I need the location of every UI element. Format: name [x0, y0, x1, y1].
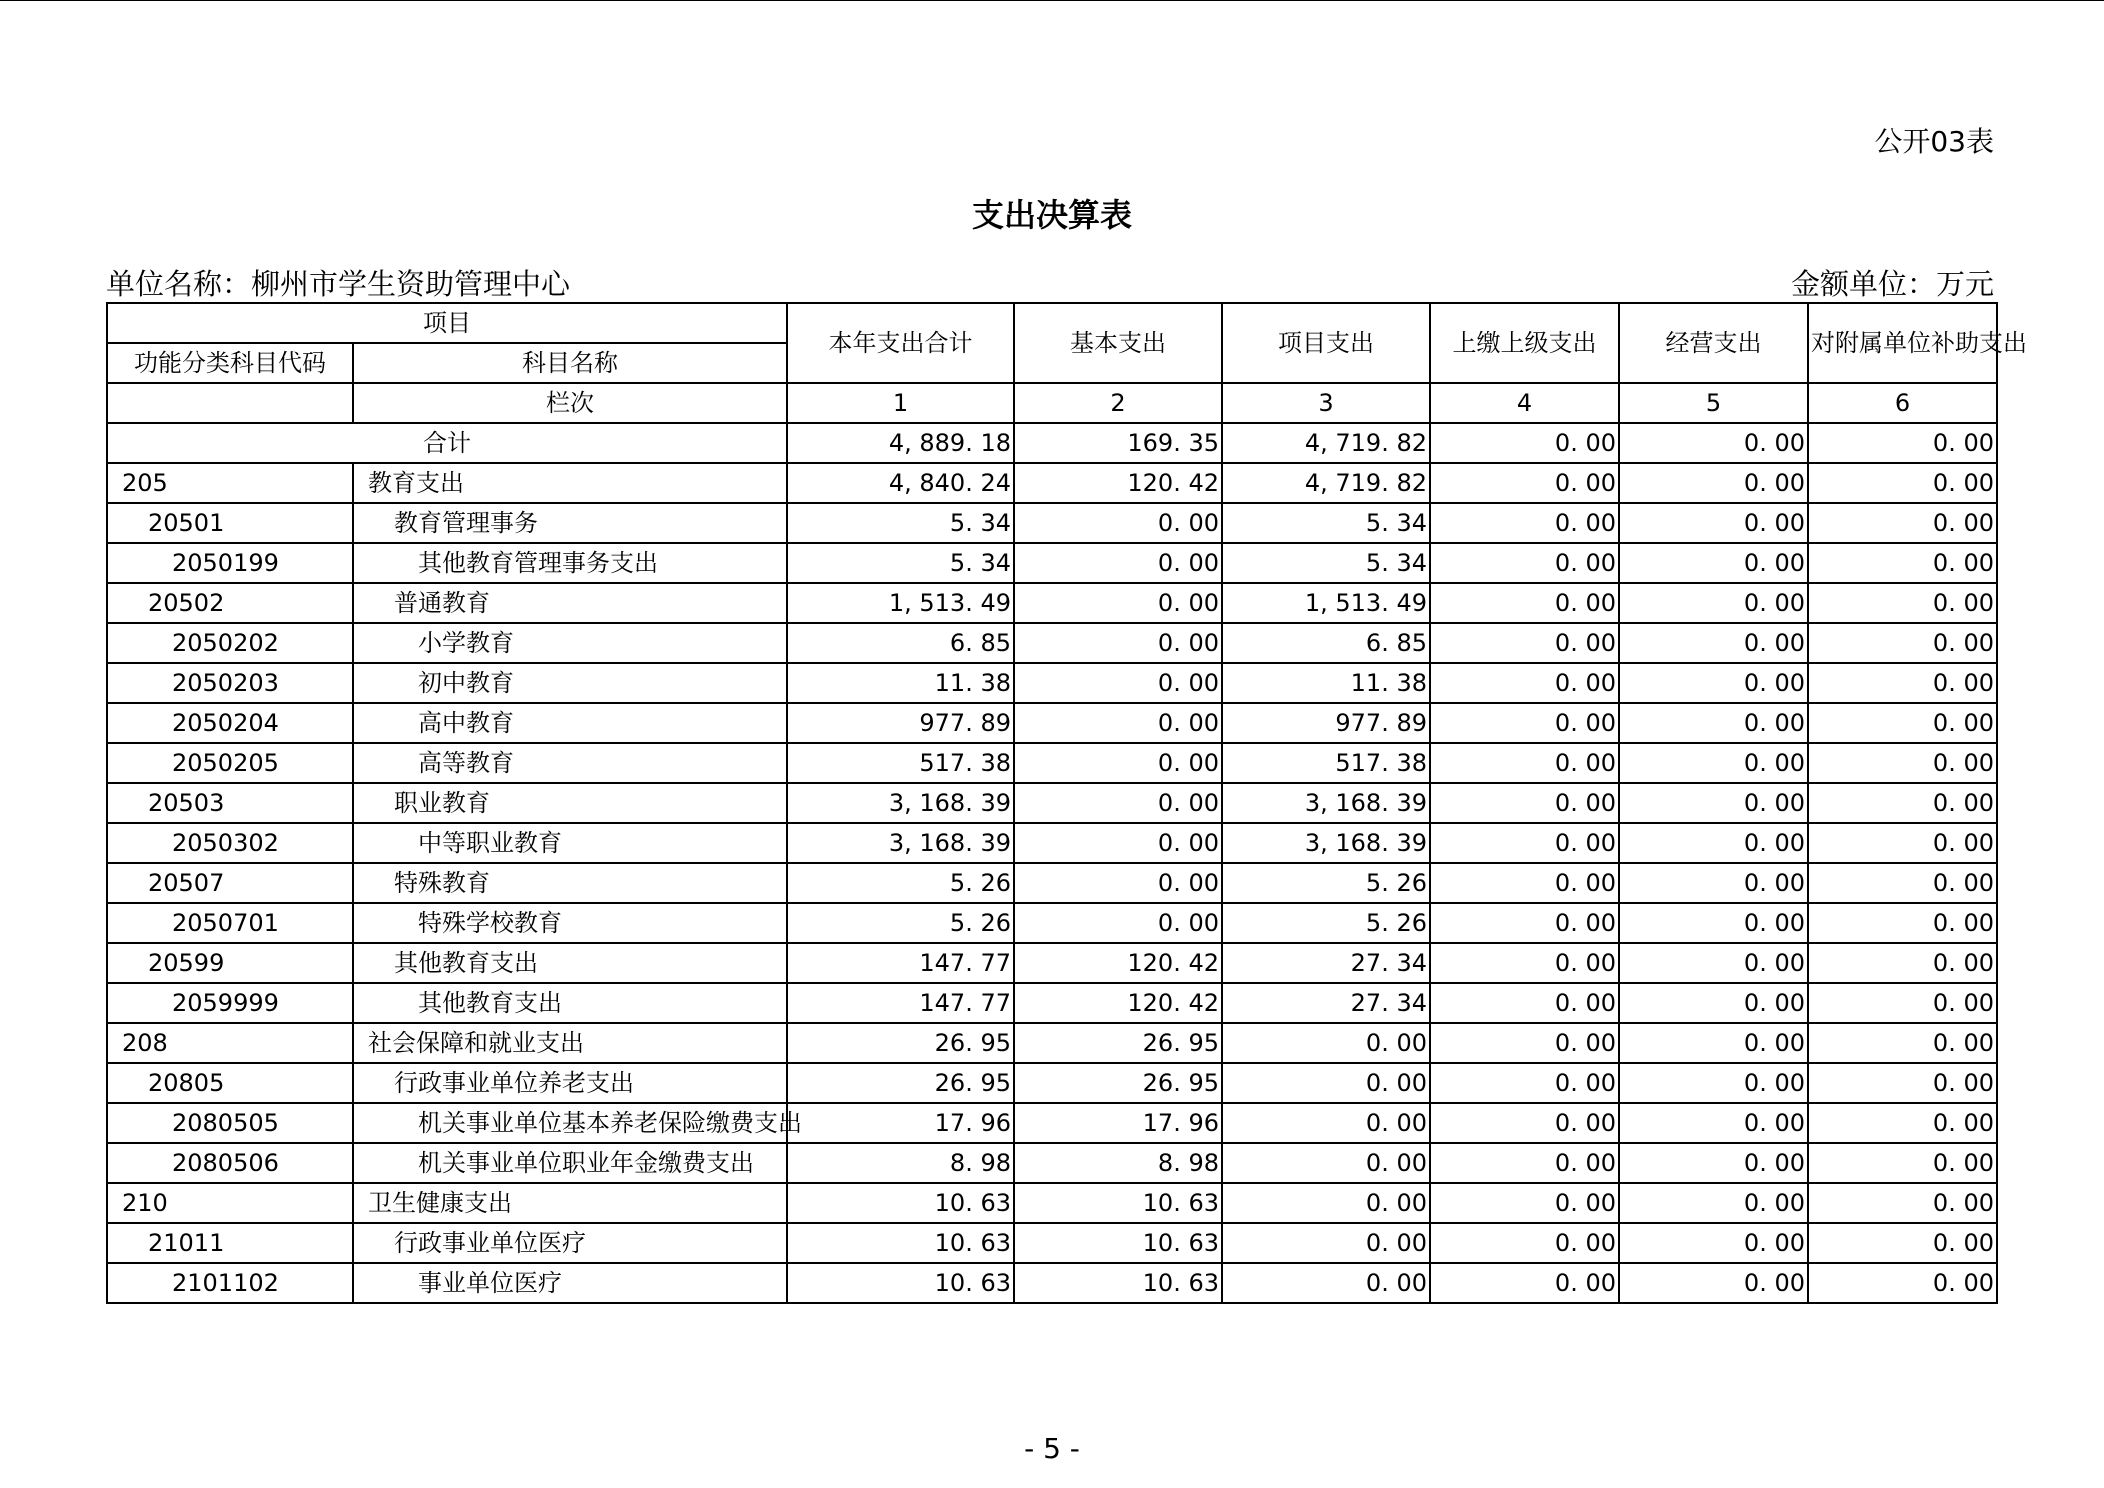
row-value: 0. 00 [1808, 903, 1997, 943]
row-name: 中等职业教育 [353, 823, 787, 863]
row-value: 0. 00 [1619, 1143, 1808, 1183]
row-code: 205 [107, 463, 353, 503]
row-value: 0. 00 [1808, 623, 1997, 663]
row-value: 0. 00 [1430, 943, 1619, 983]
table-row [107, 1143, 1997, 1183]
row-value: 0. 00 [1014, 703, 1222, 743]
row-name: 教育管理事务 [353, 503, 787, 543]
row-value: 0. 00 [1430, 503, 1619, 543]
header-row-3 [107, 383, 1997, 423]
row-code: 2050204 [107, 703, 353, 743]
page-number: - 5 - [1024, 1432, 1080, 1465]
table-row [107, 983, 1997, 1023]
row-value: 0. 00 [1222, 1103, 1430, 1143]
row-value: 10. 63 [787, 1223, 1014, 1263]
row-code: 2080506 [107, 1143, 353, 1183]
row-code: 21011 [107, 1223, 353, 1263]
header-name: 科目名称 [353, 343, 787, 383]
row-value: 0. 00 [1619, 863, 1808, 903]
row-code: 20503 [107, 783, 353, 823]
row-value: 0. 00 [1222, 1223, 1430, 1263]
header-item: 项目 [107, 303, 787, 343]
table-row [107, 623, 1997, 663]
row-value: 0. 00 [1619, 983, 1808, 1023]
total-value: 4, 889. 18 [787, 423, 1014, 463]
row-value: 0. 00 [1222, 1023, 1430, 1063]
row-code: 208 [107, 1023, 353, 1063]
row-value: 0. 00 [1619, 903, 1808, 943]
row-value: 5. 34 [787, 503, 1014, 543]
row-value: 0. 00 [1430, 1223, 1619, 1263]
header-col-num: 6 [1808, 383, 1997, 423]
row-code: 20805 [107, 1063, 353, 1103]
row-code: 2101102 [107, 1263, 353, 1303]
row-value: 0. 00 [1014, 743, 1222, 783]
row-value: 977. 89 [1222, 703, 1430, 743]
row-value: 0. 00 [1619, 1023, 1808, 1063]
row-code: 2050199 [107, 543, 353, 583]
row-value: 0. 00 [1808, 783, 1997, 823]
row-value: 0. 00 [1430, 583, 1619, 623]
table-row [107, 1223, 1997, 1263]
row-value: 0. 00 [1619, 583, 1808, 623]
row-value: 0. 00 [1808, 463, 1997, 503]
row-value: 6. 85 [1222, 623, 1430, 663]
row-value: 5. 26 [787, 863, 1014, 903]
row-name: 普通教育 [353, 583, 787, 623]
table-row [107, 1063, 1997, 1103]
row-value: 0. 00 [1619, 623, 1808, 663]
row-value: 10. 63 [1014, 1223, 1222, 1263]
row-value: 0. 00 [1808, 503, 1997, 543]
total-value: 0. 00 [1430, 423, 1619, 463]
row-value: 0. 00 [1619, 1183, 1808, 1223]
row-value: 0. 00 [1430, 703, 1619, 743]
header-row-1 [107, 303, 1997, 343]
row-value: 0. 00 [1808, 1263, 1997, 1303]
row-value: 0. 00 [1222, 1143, 1430, 1183]
row-name: 机关事业单位职业年金缴费支出 [353, 1143, 787, 1183]
row-value: 0. 00 [1430, 823, 1619, 863]
row-name: 特殊教育 [353, 863, 787, 903]
row-code: 20502 [107, 583, 353, 623]
row-value: 517. 38 [1222, 743, 1430, 783]
row-value: 10. 63 [787, 1263, 1014, 1303]
row-value: 0. 00 [1430, 663, 1619, 703]
row-value: 1, 513. 49 [787, 583, 1014, 623]
header-subsidy: 对附属单位补助支出 [1808, 303, 1997, 383]
row-value: 147. 77 [787, 983, 1014, 1023]
table-row [107, 1023, 1997, 1063]
table-row [107, 583, 1997, 623]
row-value: 0. 00 [1808, 863, 1997, 903]
row-name: 职业教育 [353, 783, 787, 823]
row-value: 0. 00 [1430, 1063, 1619, 1103]
row-value: 120. 42 [1014, 983, 1222, 1023]
row-value: 0. 00 [1808, 823, 1997, 863]
row-value: 0. 00 [1014, 543, 1222, 583]
header-basic: 基本支出 [1014, 303, 1222, 383]
row-value: 0. 00 [1014, 663, 1222, 703]
row-value: 4, 719. 82 [1222, 463, 1430, 503]
row-code: 2059999 [107, 983, 353, 1023]
row-code: 20501 [107, 503, 353, 543]
row-value: 0. 00 [1430, 463, 1619, 503]
table-row [107, 543, 1997, 583]
table-row [107, 1183, 1997, 1223]
table-row [107, 1263, 1997, 1303]
row-value: 3, 168. 39 [1222, 823, 1430, 863]
row-value: 0. 00 [1430, 1103, 1619, 1143]
row-value: 0. 00 [1619, 503, 1808, 543]
row-value: 0. 00 [1014, 903, 1222, 943]
row-value: 26. 95 [787, 1023, 1014, 1063]
row-code: 210 [107, 1183, 353, 1223]
row-value: 0. 00 [1808, 983, 1997, 1023]
unit-name: 单位名称：柳州市学生资助管理中心 [106, 267, 571, 301]
row-value: 17. 96 [787, 1103, 1014, 1143]
row-code: 2050302 [107, 823, 353, 863]
table-row [107, 663, 1997, 703]
header-col-num: 1 [787, 383, 1014, 423]
row-value: 0. 00 [1808, 703, 1997, 743]
table-row [107, 703, 1997, 743]
row-name: 特殊学校教育 [353, 903, 787, 943]
row-value: 0. 00 [1808, 583, 1997, 623]
row-name: 社会保障和就业支出 [353, 1023, 787, 1063]
row-value: 6. 85 [787, 623, 1014, 663]
row-value: 3, 168. 39 [787, 783, 1014, 823]
row-value: 0. 00 [1808, 1143, 1997, 1183]
header-col-num: 3 [1222, 383, 1430, 423]
table-row [107, 1103, 1997, 1143]
row-value: 11. 38 [1222, 663, 1430, 703]
row-name: 高等教育 [353, 743, 787, 783]
row-value: 0. 00 [1619, 1223, 1808, 1263]
header-blank-cell [107, 383, 353, 423]
row-name: 事业单位医疗 [353, 1263, 787, 1303]
row-value: 0. 00 [1619, 823, 1808, 863]
row-value: 0. 00 [1014, 783, 1222, 823]
row-value: 5. 26 [1222, 863, 1430, 903]
row-value: 147. 77 [787, 943, 1014, 983]
row-value: 26. 95 [1014, 1023, 1222, 1063]
row-value: 10. 63 [787, 1183, 1014, 1223]
row-value: 0. 00 [1430, 903, 1619, 943]
row-value: 0. 00 [1808, 1223, 1997, 1263]
header-business: 经营支出 [1619, 303, 1808, 383]
row-value: 27. 34 [1222, 983, 1430, 1023]
row-value: 517. 38 [787, 743, 1014, 783]
row-value: 0. 00 [1619, 543, 1808, 583]
row-value: 0. 00 [1014, 583, 1222, 623]
total-value: 169. 35 [1014, 423, 1222, 463]
row-name: 高中教育 [353, 703, 787, 743]
row-value: 10. 63 [1014, 1183, 1222, 1223]
row-value: 0. 00 [1808, 743, 1997, 783]
row-value: 4, 840. 24 [787, 463, 1014, 503]
row-value: 10. 63 [1014, 1263, 1222, 1303]
row-value: 0. 00 [1619, 783, 1808, 823]
row-value: 0. 00 [1808, 1023, 1997, 1063]
row-value: 27. 34 [1222, 943, 1430, 983]
row-value: 1, 513. 49 [1222, 583, 1430, 623]
header-total: 本年支出合计 [787, 303, 1014, 383]
row-name: 卫生健康支出 [353, 1183, 787, 1223]
expenditure-table [106, 302, 2027, 1304]
row-value: 0. 00 [1430, 1263, 1619, 1303]
row-value: 0. 00 [1619, 1263, 1808, 1303]
row-value: 8. 98 [1014, 1143, 1222, 1183]
row-name: 教育支出 [353, 463, 787, 503]
row-value: 0. 00 [1619, 1103, 1808, 1143]
row-value: 17. 96 [1014, 1103, 1222, 1143]
row-name: 其他教育支出 [353, 983, 787, 1023]
row-value: 0. 00 [1619, 943, 1808, 983]
row-value: 5. 34 [1222, 503, 1430, 543]
row-code: 2050205 [107, 743, 353, 783]
row-value: 0. 00 [1619, 1063, 1808, 1103]
row-code: 2050701 [107, 903, 353, 943]
row-value: 8. 98 [787, 1143, 1014, 1183]
row-value: 0. 00 [1430, 863, 1619, 903]
table-row [107, 463, 1997, 503]
row-value: 3, 168. 39 [1222, 783, 1430, 823]
header-col-num: 2 [1014, 383, 1222, 423]
row-value: 0. 00 [1014, 863, 1222, 903]
page-title: 支出决算表 [971, 196, 1132, 234]
amount-unit: 金额单位：万元 [1790, 267, 1994, 301]
row-value: 0. 00 [1222, 1063, 1430, 1103]
table-row [107, 743, 1997, 783]
total-row [107, 423, 1997, 463]
row-value: 5. 26 [787, 903, 1014, 943]
row-value: 26. 95 [787, 1063, 1014, 1103]
row-name: 初中教育 [353, 663, 787, 703]
table-row [107, 503, 1997, 543]
header-col-label: 栏次 [353, 383, 787, 423]
row-value: 5. 34 [1222, 543, 1430, 583]
row-value: 0. 00 [1430, 1183, 1619, 1223]
row-value: 0. 00 [1808, 663, 1997, 703]
row-code: 2050202 [107, 623, 353, 663]
header-code: 功能分类科目代码 [107, 343, 353, 383]
row-value: 120. 42 [1014, 943, 1222, 983]
row-name: 机关事业单位基本养老保险缴费支出 [353, 1103, 787, 1143]
table-row [107, 863, 1997, 903]
header-project: 项目支出 [1222, 303, 1430, 383]
table-row [107, 823, 1997, 863]
total-value: 4, 719. 82 [1222, 423, 1430, 463]
row-value: 0. 00 [1430, 1143, 1619, 1183]
row-value: 0. 00 [1808, 543, 1997, 583]
row-name: 小学教育 [353, 623, 787, 663]
row-name: 行政事业单位养老支出 [353, 1063, 787, 1103]
row-value: 0. 00 [1014, 503, 1222, 543]
row-value: 0. 00 [1619, 663, 1808, 703]
total-label: 合计 [107, 423, 787, 463]
row-name: 行政事业单位医疗 [353, 1223, 787, 1263]
header-upper: 上缴上级支出 [1430, 303, 1619, 383]
row-value: 11. 38 [787, 663, 1014, 703]
row-value: 0. 00 [1430, 743, 1619, 783]
row-code: 20599 [107, 943, 353, 983]
row-value: 0. 00 [1619, 743, 1808, 783]
row-value: 0. 00 [1619, 463, 1808, 503]
table-row [107, 783, 1997, 823]
row-value: 0. 00 [1014, 823, 1222, 863]
total-value: 0. 00 [1808, 423, 1997, 463]
total-value: 0. 00 [1619, 423, 1808, 463]
row-value: 5. 34 [787, 543, 1014, 583]
row-value: 26. 95 [1014, 1063, 1222, 1103]
row-value: 0. 00 [1430, 983, 1619, 1023]
row-value: 0. 00 [1014, 623, 1222, 663]
header-col-num: 4 [1430, 383, 1619, 423]
row-name: 其他教育支出 [353, 943, 787, 983]
header-col-num: 5 [1619, 383, 1808, 423]
table-row [107, 943, 1997, 983]
row-value: 0. 00 [1808, 1063, 1997, 1103]
row-code: 2080505 [107, 1103, 353, 1143]
row-name: 其他教育管理事务支出 [353, 543, 787, 583]
table-row [107, 903, 1997, 943]
row-value: 977. 89 [787, 703, 1014, 743]
row-code: 20507 [107, 863, 353, 903]
row-value: 0. 00 [1430, 623, 1619, 663]
row-value: 0. 00 [1808, 1183, 1997, 1223]
row-value: 5. 26 [1222, 903, 1430, 943]
form-code: 公开03表 [1874, 125, 1994, 158]
row-value: 0. 00 [1430, 1023, 1619, 1063]
row-value: 0. 00 [1430, 783, 1619, 823]
row-value: 0. 00 [1808, 1103, 1997, 1143]
row-code: 2050203 [107, 663, 353, 703]
row-value: 3, 168. 39 [787, 823, 1014, 863]
row-value: 0. 00 [1808, 943, 1997, 983]
row-value: 0. 00 [1430, 543, 1619, 583]
row-value: 0. 00 [1222, 1263, 1430, 1303]
row-value: 0. 00 [1222, 1183, 1430, 1223]
top-border-line [0, 0, 2104, 1]
row-value: 120. 42 [1014, 463, 1222, 503]
row-value: 0. 00 [1619, 703, 1808, 743]
